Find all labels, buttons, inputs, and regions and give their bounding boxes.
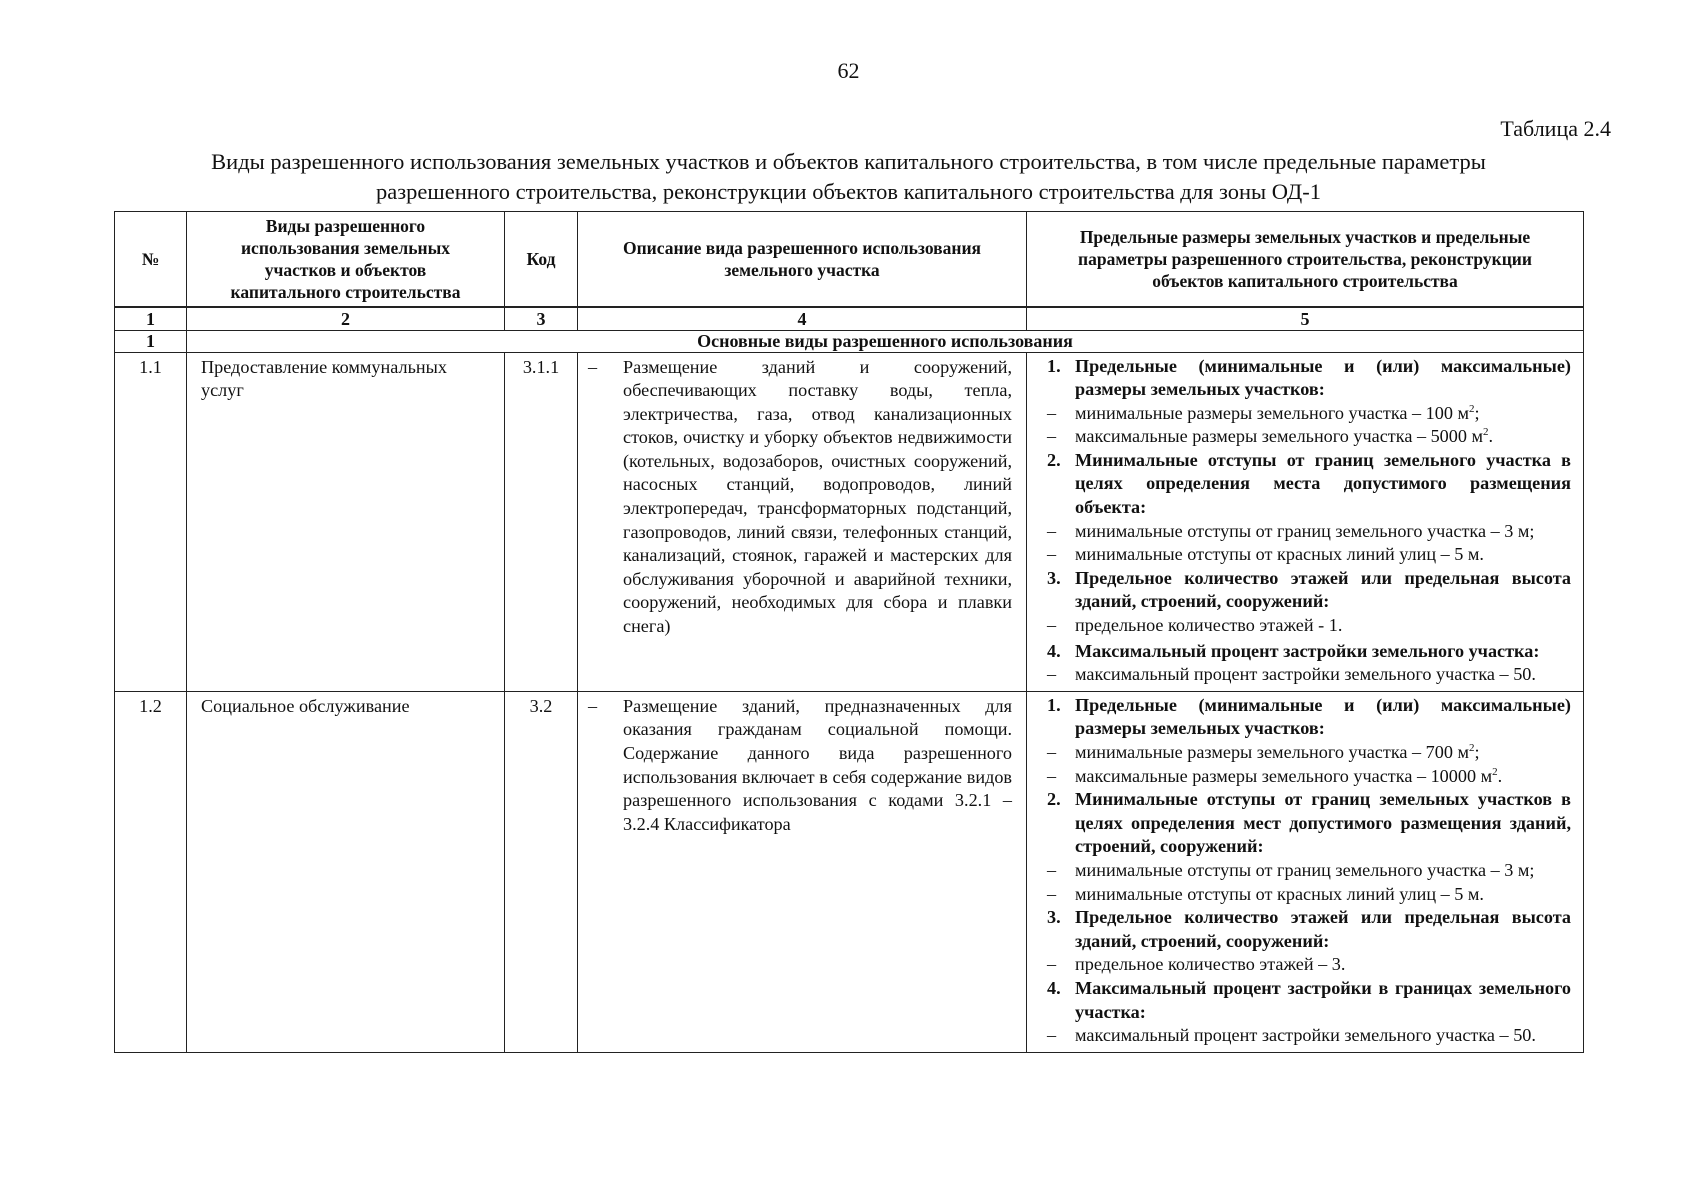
superscript: 2 <box>1483 426 1489 439</box>
land-use-table <box>114 211 1584 1053</box>
table-row <box>115 691 1584 1052</box>
header-params: Предельные размеры земельных участков и предельные параметры разрешенного строительства, реконструкции объектов капитального строительства <box>1027 212 1584 307</box>
column-number: 2 <box>187 307 505 331</box>
table-caption <box>116 147 1581 207</box>
param-text: минимальные размеры земельного участка – 700 м <box>1075 742 1469 762</box>
column-number: 5 <box>1027 307 1584 331</box>
param-dash: – <box>1047 544 1057 565</box>
punct: ; <box>1474 742 1480 762</box>
row-code: 3.2 <box>505 691 578 1052</box>
param-heading: Максимальный процент застройки земельного участка: <box>1075 640 1540 661</box>
superscript: 2 <box>1468 402 1475 415</box>
superscript: 2 <box>1468 741 1475 754</box>
row-params <box>1027 352 1584 691</box>
caption-line-2: разрешенного строительства, реконструкции объектов капитального строительства для зоны ОД-1 <box>376 179 1321 204</box>
row-num: 1.1 <box>115 352 187 691</box>
param-num: 1. <box>1047 694 1061 715</box>
row-code: 3.1.1 <box>505 352 578 691</box>
param-value <box>1075 425 1571 449</box>
param-value: минимальные отступы от границ земельного участка – 3 м; <box>1075 859 1535 880</box>
column-number: 4 <box>578 307 1027 331</box>
param-heading: Предельное количество этажей или предельная высота зданий, строений, сооружений: <box>1075 907 1571 951</box>
param-dash: – <box>1047 883 1057 904</box>
desc-dash: – <box>588 356 598 377</box>
caption-line-1: Виды разрешенного использования земельных участков и объектов капитального строительства, в том числе предельные параметры <box>211 149 1486 174</box>
param-heading: Предельное количество этажей или предельная высота зданий, строений, сооружений: <box>1075 567 1571 612</box>
column-number: 3 <box>505 307 578 331</box>
page-number: 62 <box>837 58 860 83</box>
punct: . <box>1497 765 1503 786</box>
column-number: 1 <box>115 307 187 331</box>
table-row <box>115 352 1584 691</box>
param-value: максимальный процент застройки земельного участка – 50. <box>1075 1025 1536 1046</box>
param-dash: – <box>1047 402 1057 423</box>
param-heading: Минимальные отступы от границ земельных участков в целях определения мест допустимого размещения зданий, строений, сооружений: <box>1075 789 1571 857</box>
row-name: Предоставление коммунальных услуг <box>187 352 505 691</box>
param-dash: – <box>1047 859 1057 880</box>
param-dash: – <box>1047 765 1057 786</box>
param-num: 1. <box>1047 355 1061 376</box>
row-description <box>578 691 1027 1052</box>
param-value <box>1075 765 1571 789</box>
row-name: Социальное обслуживание <box>187 691 505 1052</box>
param-num: 3. <box>1047 567 1061 588</box>
row-description <box>578 352 1027 691</box>
param-text: минимальные размеры земельного участка – 100 м <box>1075 402 1469 423</box>
param-dash: – <box>1047 664 1057 685</box>
header-desc: Описание вида разрешенного использования земельного участка <box>578 212 1027 307</box>
row-params <box>1027 691 1584 1052</box>
param-value: минимальные отступы от границ земельного участка – 3 м; <box>1075 520 1535 541</box>
param-num: 2. <box>1047 449 1061 470</box>
param-dash: – <box>1047 426 1057 447</box>
param-value <box>1075 741 1571 765</box>
param-value: максимальный процент застройки земельного участка – 50. <box>1075 664 1536 685</box>
param-value: минимальные отступы от красных линий улиц – 5 м. <box>1075 883 1484 904</box>
section-title: Основные виды разрешенного использования <box>187 330 1584 352</box>
column-number-row <box>115 307 1584 331</box>
param-dash: – <box>1047 615 1057 636</box>
param-value <box>1075 402 1571 426</box>
param-value: минимальные отступы от красных линий улиц – 5 м. <box>1075 544 1484 565</box>
row-num: 1.2 <box>115 691 187 1052</box>
param-dash: – <box>1047 954 1057 975</box>
header-row <box>115 212 1584 307</box>
param-value: предельное количество этажей – 3. <box>1075 954 1346 975</box>
header-num: № <box>115 212 187 307</box>
param-dash: – <box>1047 1025 1057 1046</box>
desc-text: Размещение зданий, предназначенных для оказания гражданам социальной помощи. Содержание данного вида разрешенного использования включает в себя содержание видов разрешенного использования с кодами 3.2.1 – 3.2.4 Классификатора <box>623 695 1012 834</box>
param-heading: Минимальные отступы от границ земельного участка в целях определения места допустимого размещения объекта: <box>1075 449 1571 518</box>
section-row <box>115 330 1584 352</box>
param-num: 2. <box>1047 789 1061 810</box>
param-value: предельное количество этажей - 1. <box>1075 615 1343 636</box>
param-num: 3. <box>1047 907 1061 928</box>
desc-dash: – <box>588 695 598 716</box>
punct: ; <box>1474 402 1480 423</box>
param-text: максимальные размеры земельного участка – 5000 м <box>1075 426 1484 447</box>
section-num: 1 <box>115 330 187 352</box>
param-dash: – <box>1047 520 1057 541</box>
table-label: Таблица 2.4 <box>1500 116 1611 141</box>
punct: . <box>1488 426 1494 447</box>
header-code: Код <box>505 212 578 307</box>
param-num: 4. <box>1047 640 1061 661</box>
param-dash: – <box>1047 742 1057 762</box>
header-name: Виды разрешенного использования земельных участков и объектов капитального строительства <box>187 212 505 307</box>
param-text: максимальные размеры земельного участка – 10000 м <box>1075 765 1493 786</box>
param-heading: Предельные (минимальные и (или) максимальные) размеры земельных участков: <box>1075 355 1571 400</box>
desc-text: Размещение зданий и сооружений, обеспечивающих поставку воды, тепла, электричества, газа, отвод канализационных стоков, очистку и уборку объектов недвижимости (котельных, водозаборов, очистных сооружений, насосных станций, водопроводов, линий электропередач, трансформаторных подстанций, газопроводов, линий связи, телефонных станций, канализаций, стоянок, гаражей и мастерских для обслуживания уборочной и аварийной техники, сооружений, необходимых для сбора и плавки снега) <box>623 356 1012 637</box>
superscript: 2 <box>1492 765 1498 778</box>
param-heading: Предельные (минимальные и (или) максимальные) размеры земельных участков: <box>1075 694 1571 739</box>
param-num: 4. <box>1047 977 1061 998</box>
param-heading: Максимальный процент застройки в границах земельного участка: <box>1075 977 1571 1022</box>
